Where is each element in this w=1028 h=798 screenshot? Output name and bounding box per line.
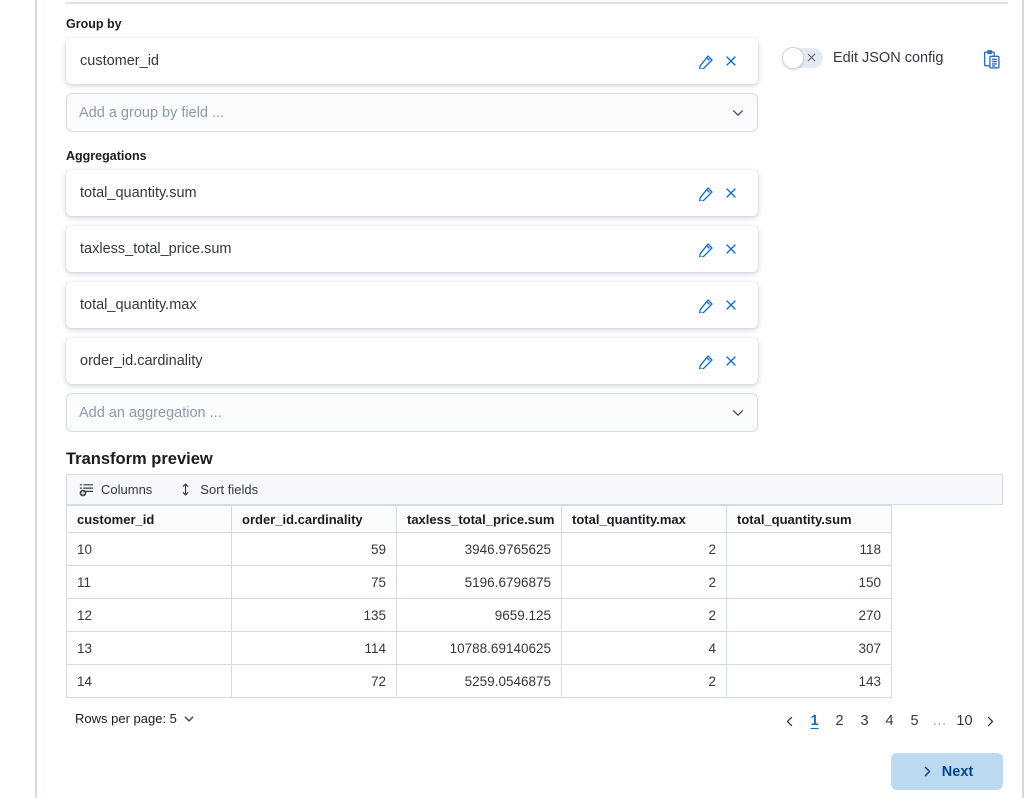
edit-icon[interactable] (692, 180, 718, 206)
table-cell: 135 (232, 599, 397, 632)
preview-table (66, 505, 892, 698)
delete-icon[interactable] (718, 348, 744, 374)
aggregation-item (66, 226, 758, 272)
table-cell: 143 (727, 665, 892, 698)
table-cell: 12 (67, 599, 232, 632)
column-header[interactable]: order_id.cardinality (232, 505, 397, 533)
table-cell: 4 (562, 632, 727, 665)
edit-icon[interactable] (692, 236, 718, 262)
table-cell: 14 (67, 665, 232, 698)
copy-to-clipboard-icon[interactable] (980, 48, 1002, 70)
chevron-down-icon[interactable] (731, 106, 745, 120)
table-cell: 10788.69140625 (397, 632, 562, 665)
table-cell: 59 (232, 533, 397, 566)
delete-icon[interactable] (718, 48, 744, 74)
aggregation-item-value: taxless_total_price.sum (80, 241, 232, 257)
page-button-1[interactable]: 1 (810, 713, 819, 729)
add-group-by-combobox[interactable] (66, 93, 758, 132)
previous-page-icon[interactable] (776, 708, 802, 734)
aggregation-item (66, 338, 758, 384)
table-cell: 270 (727, 599, 892, 632)
add-aggregation-input[interactable] (79, 405, 731, 421)
table-cell: 307 (727, 632, 892, 665)
table-cell: 2 (562, 665, 727, 698)
table-row (67, 599, 892, 632)
toggle-thumb[interactable] (782, 47, 804, 69)
table-cell: 5259.0546875 (397, 665, 562, 698)
column-header[interactable]: total_quantity.sum (727, 505, 892, 533)
datagrid-toolbar (66, 474, 1003, 505)
table-cell: 10 (67, 533, 232, 566)
table-cell: 114 (232, 632, 397, 665)
table-row (67, 632, 892, 665)
edit-json-toggle[interactable] (783, 48, 823, 68)
aggregation-item (66, 170, 758, 216)
toggle-off-x-icon (805, 51, 818, 69)
aggregation-item (66, 282, 758, 328)
aggregation-item-value: total_quantity.sum (80, 185, 197, 201)
group-by-item-customer-id (66, 38, 758, 84)
top-divider (66, 2, 1008, 4)
aggregations-label: Aggregations (66, 149, 147, 163)
left-panel-border (35, 0, 37, 798)
sort-fields-button-label: Sort fields (200, 482, 259, 497)
table-row (67, 665, 892, 698)
delete-icon[interactable] (718, 236, 744, 262)
columns-button-label: Columns (101, 482, 153, 497)
rows-per-page-selector[interactable] (75, 711, 195, 726)
rows-per-page-label: Rows per page: 5 (75, 711, 177, 726)
table-cell: 72 (232, 665, 397, 698)
table-cell: 2 (562, 566, 727, 599)
page-button-10[interactable]: 10 (956, 713, 973, 729)
table-cell: 9659.125 (397, 599, 562, 632)
aggregation-item-value: order_id.cardinality (80, 353, 203, 369)
table-cell: 5196.6796875 (397, 566, 562, 599)
next-button-label: Next (941, 763, 974, 780)
table-cell: 2 (562, 599, 727, 632)
page-button-3[interactable]: 3 (860, 713, 869, 729)
sort-icon (178, 482, 193, 497)
edit-json-config-label: Edit JSON config (833, 50, 944, 66)
transform-preview-title: Transform preview (66, 450, 213, 468)
sort-fields-button[interactable] (178, 482, 258, 497)
table-header-row (67, 505, 892, 533)
columns-icon (79, 482, 94, 497)
table-cell: 2 (562, 533, 727, 566)
group-by-label: Group by (66, 17, 122, 31)
table-cell: 150 (727, 566, 892, 599)
right-panel-border (1022, 0, 1024, 798)
next-page-icon[interactable] (977, 708, 1003, 734)
aggregation-item-value: total_quantity.max (80, 297, 197, 313)
add-group-by-input[interactable] (79, 105, 731, 121)
add-aggregation-combobox[interactable] (66, 393, 758, 432)
table-row (67, 533, 892, 566)
delete-icon[interactable] (718, 180, 744, 206)
chevron-down-icon[interactable] (731, 406, 745, 420)
next-button[interactable] (891, 753, 1003, 790)
pagination (776, 708, 1003, 734)
page-button-2[interactable]: 2 (835, 713, 844, 729)
page-button-4[interactable]: 4 (885, 713, 894, 729)
column-header[interactable]: taxless_total_price.sum (397, 505, 562, 533)
group-by-item-value: customer_id (80, 53, 159, 69)
columns-button[interactable] (79, 482, 152, 497)
chevron-right-icon (921, 765, 934, 778)
edit-icon[interactable] (692, 348, 718, 374)
column-header[interactable]: customer_id (67, 505, 232, 533)
table-cell: 13 (67, 632, 232, 665)
pagination-ellipsis: … (932, 713, 947, 729)
chevron-down-icon (183, 713, 195, 725)
delete-icon[interactable] (718, 292, 744, 318)
page-button-5[interactable]: 5 (910, 713, 919, 729)
table-row (67, 566, 892, 599)
table-cell: 118 (727, 533, 892, 566)
table-cell: 75 (232, 566, 397, 599)
column-header[interactable]: total_quantity.max (562, 505, 727, 533)
table-cell: 11 (67, 566, 232, 599)
edit-icon[interactable] (692, 48, 718, 74)
edit-json-config-row (783, 48, 943, 68)
table-cell: 3946.9765625 (397, 533, 562, 566)
edit-icon[interactable] (692, 292, 718, 318)
